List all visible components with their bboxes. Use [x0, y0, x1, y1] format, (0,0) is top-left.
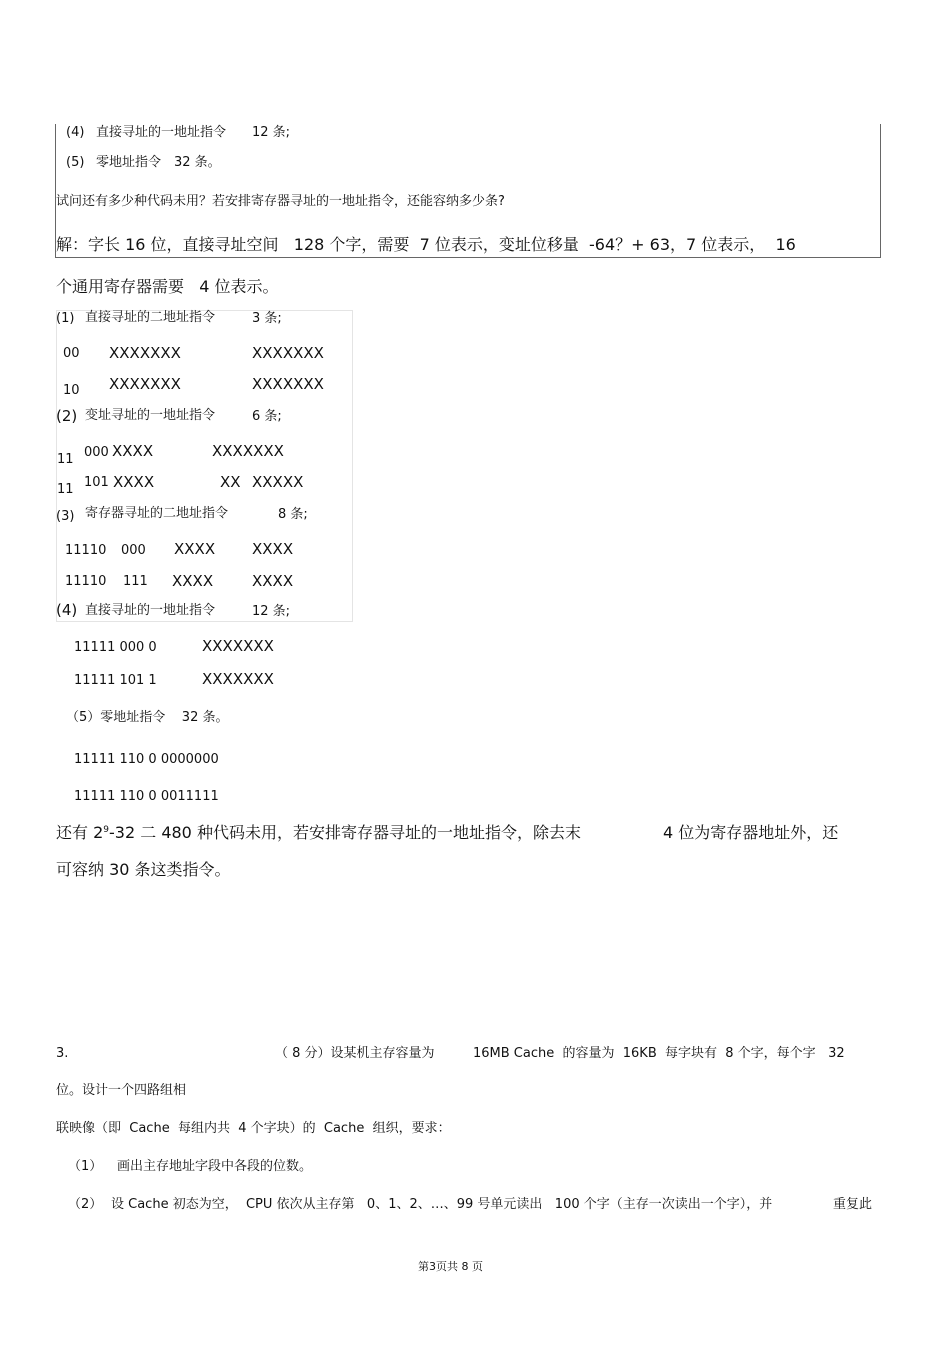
g2-row1-sub: 000	[84, 445, 109, 460]
group1-number: (1)	[56, 311, 75, 326]
g2-row2-field-a: XXXX	[113, 473, 155, 491]
question3-line-3: 联映像（即 Cache 每组内共 4 个字块）的 Cache 组织，要求：	[56, 1121, 451, 1136]
group2-number: (2)	[56, 407, 78, 425]
conclusion-part-b: -32 二 480 种代码未用，若安排寄存器寻址的一地址指令，除去末	[109, 823, 581, 842]
item4-number: (4)	[66, 125, 85, 140]
answer-line-1: 解：字长 16 位，直接寻址空间 128 个字，需要 7 位表示，变址位移量 -64？+ 63，7 位表示， 16	[56, 235, 796, 254]
g3-row1-field-b: XXXX	[252, 540, 294, 558]
conclusion-part-a: 还有 2	[56, 823, 104, 842]
sub2-text: 设 Cache 初态为空， CPU 依次从主存第 0、1、2、…、99 号单元读出 100 个字（主存一次读出一个字），并	[111, 1197, 773, 1212]
sub2-tail: 重复此	[833, 1197, 873, 1212]
group2-count: 6 条;	[252, 409, 282, 424]
g2-row1-field-b: XXXXXXX	[212, 442, 284, 460]
g1-row2-field-a: XXXXXXX	[109, 375, 181, 393]
sub1-number: （1）	[68, 1159, 103, 1174]
g5-row1: 11111 110 0 0000000	[74, 752, 219, 767]
item5-number: (5)	[66, 155, 85, 170]
g1-row1-opcode: 00	[63, 346, 80, 361]
g2-row1-opcode: 11	[57, 452, 74, 467]
g1-row2-opcode: 10	[63, 383, 80, 398]
frame-right-border	[880, 124, 881, 258]
g4-row2-field-a: XXXXXXX	[202, 670, 274, 688]
sub2-number: （2）	[68, 1197, 103, 1212]
question-text: 试问还有多少种代码未用？若安排寄存器寻址的一地址指令，还能容纳多少条?	[56, 194, 505, 209]
g3-row2-opcode: 11110	[65, 574, 107, 589]
g4-row2-opcode: 11111 101 1	[74, 673, 157, 688]
g4-row1-field-a: XXXXXXX	[202, 637, 274, 655]
group4-count: 12 条;	[252, 604, 291, 619]
group5-line: （5）零地址指令 32 条。	[66, 710, 229, 725]
group4-number: (4)	[56, 601, 78, 619]
group3-title: 寄存器寻址的二地址指令	[85, 506, 229, 521]
group3-number: (3)	[56, 509, 75, 524]
g2-row2-sub: 101	[84, 475, 109, 490]
group1-count: 3 条;	[252, 311, 282, 326]
g2-row1-field-a: XXXX	[112, 442, 154, 460]
item4-count: 12 条;	[252, 125, 291, 140]
question3-number: 3.	[56, 1046, 69, 1061]
g2-row2-field-b: XX	[220, 473, 241, 491]
g1-row1-field-a: XXXXXXX	[109, 344, 181, 362]
conclusion-line-2: 可容纳 30 条这类指令。	[56, 860, 231, 879]
conclusion-line-1	[56, 825, 581, 841]
group1-title: 直接寻址的二地址指令	[85, 310, 216, 325]
question3-text-b: 16MB Cache 的容量为 16KB 每字块有 8 个字，每个字 32	[473, 1046, 845, 1061]
item5-text: 零地址指令	[96, 155, 162, 170]
g3-row2-sub: 111	[123, 574, 148, 589]
group2-title: 变址寻址的一地址指令	[85, 408, 216, 423]
group3-count: 8 条;	[278, 507, 308, 522]
g1-row1-field-b: XXXXXXX	[252, 344, 324, 362]
g3-row1-field-a: XXXX	[174, 540, 216, 558]
group4-title: 直接寻址的一地址指令	[85, 603, 216, 618]
g5-row2: 11111 110 0 0011111	[74, 789, 219, 804]
question3-text-a: （ 8 分）设某机主存容量为	[275, 1046, 435, 1061]
item4-text: 直接寻址的一地址指令	[96, 125, 227, 140]
g1-row2-field-b: XXXXXXX	[252, 375, 324, 393]
g3-row2-field-a: XXXX	[172, 572, 214, 590]
g2-row2-field-c: XXXXX	[252, 473, 304, 491]
page-number: 第3页共 8 页	[418, 1260, 483, 1273]
g3-row1-sub: 000	[121, 543, 146, 558]
answer-line-2: 个通用寄存器需要 4 位表示。	[56, 277, 279, 296]
g2-row2-opcode: 11	[57, 482, 74, 497]
question3-line-2: 位。设计一个四路组相	[56, 1083, 187, 1098]
frame-bottom-border	[55, 257, 881, 258]
g4-row1-opcode: 11111 000 0	[74, 640, 157, 655]
g3-row2-field-b: XXXX	[252, 572, 294, 590]
conclusion-line-1-end: 4 位为寄存器地址外，还	[663, 823, 839, 842]
g3-row1-opcode: 11110	[65, 543, 107, 558]
sub1-text: 画出主存地址字段中各段的位数。	[117, 1159, 313, 1174]
conclusion-superscript: 9	[103, 825, 110, 835]
item5-count: 32 条。	[174, 155, 221, 170]
